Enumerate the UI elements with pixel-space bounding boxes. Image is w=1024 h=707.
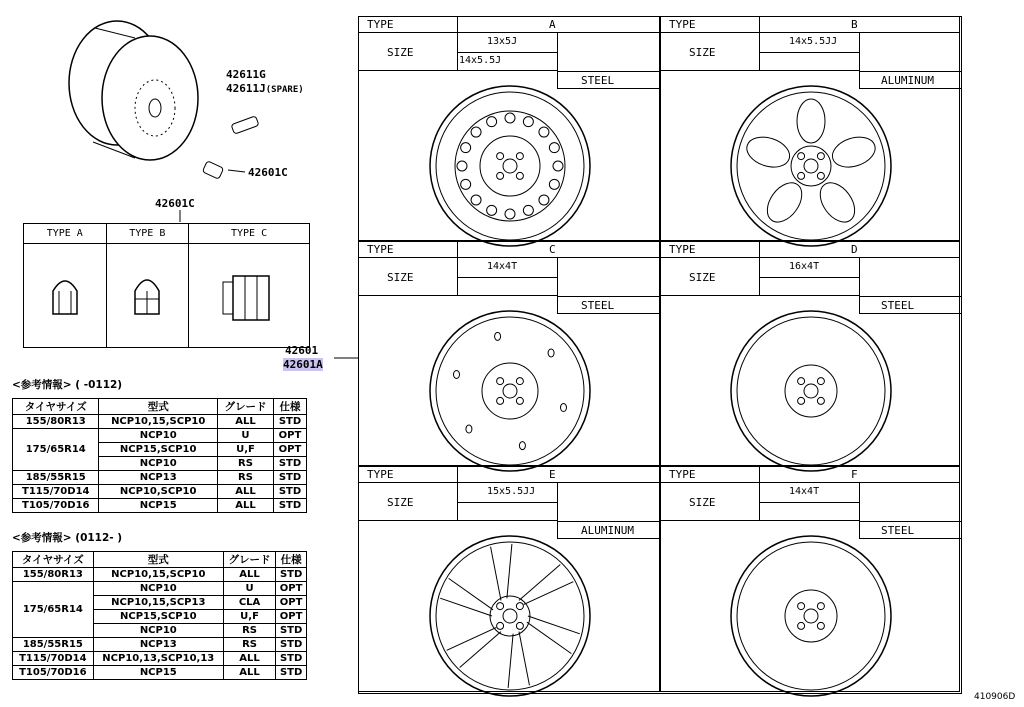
size-label: SIZE [689,271,716,284]
type-row [359,17,659,33]
material-label: STEEL [581,74,615,87]
table-cell: RS [217,471,273,485]
part-wheel-b[interactable]: 42601A [283,358,323,371]
table-cell: 185/55R15 [13,471,99,485]
wheel-icon [425,531,595,701]
wheel-cell[interactable] [660,241,960,466]
table-cell: U [217,429,273,443]
table-row [13,499,307,513]
size-label: SIZE [689,46,716,59]
ref-col-header: 型式 [93,552,223,568]
type-label: TYPE [669,468,696,481]
wheel-cell[interactable] [660,16,960,241]
part-valve-b-number[interactable]: 42611J [226,82,266,95]
table-cell: NCP15 [93,666,223,680]
size-value-1: 16x4T [789,261,820,272]
wheel-drawing [726,81,896,255]
type-row [661,17,959,33]
table-cell: NCP15,SCP10 [93,610,223,624]
nut-cap-icon [127,269,167,319]
table-cell: 175/65R14 [13,429,99,471]
nut-flanged-icon [219,264,279,324]
wheel-drawing [726,531,896,705]
table-row [13,666,307,680]
table-cell: STD [273,499,306,513]
wheel-drawing [726,306,896,480]
ref2-header [12,530,122,545]
table-cell: NCP15,SCP10 [99,443,217,457]
nut-type-a-cell [24,244,107,348]
ref2-table [12,551,307,680]
table-row [13,582,307,596]
type-row [359,467,659,483]
material-label: ALUMINUM [581,524,634,537]
nut-type-b-cell [106,244,189,348]
table-cell: ALL [217,415,273,429]
table-cell: NCP10,SCP10 [99,485,217,499]
table-row [13,415,307,429]
ref-col-header: タイヤサイズ [13,399,99,415]
size-value-2: 14x5.5J [459,55,502,66]
table-cell: T115/70D14 [13,485,99,499]
nut-type-b-label: TYPE B [106,224,189,244]
table-cell: NCP10,15,SCP10 [99,415,217,429]
size-value-1: 15x5.5JJ [487,486,536,497]
wheel-icon [726,531,896,701]
wheel-icon [726,306,896,476]
table-cell: ALL [223,652,275,666]
table-cell: OPT [276,582,307,596]
table-cell: OPT [276,610,307,624]
wheel-drawing [425,306,595,480]
nut-header-label[interactable]: 42601C [155,197,195,210]
ref-col-header: 仕様 [276,552,307,568]
table-row [13,471,307,485]
ref2-title: <参考情報> [12,532,72,544]
table-cell: NCP10 [99,429,217,443]
size-divider [759,277,859,278]
type-letter: D [851,243,858,256]
material-label: STEEL [881,524,915,537]
size-label: SIZE [387,46,414,59]
table-cell: NCP10 [93,624,223,638]
table-cell: NCP10,13,SCP10,13 [93,652,223,666]
material-label: STEEL [881,299,915,312]
table-cell: OPT [276,596,307,610]
size-label: SIZE [387,271,414,284]
table-cell: 155/80R13 [13,568,94,582]
table-row [13,429,307,443]
ref-col-header: グレード [217,399,273,415]
table-cell: RS [217,457,273,471]
size-divider [759,52,859,53]
material-label: STEEL [581,299,615,312]
type-label: TYPE [367,243,394,256]
size-value-1: 14x4T [487,261,518,272]
ref2-period: (0112- ) [75,532,123,544]
table-cell: NCP13 [99,471,217,485]
size-divider [457,502,557,503]
table-cell: STD [273,415,306,429]
table-cell: STD [273,485,306,499]
table-cell: NCP10 [93,582,223,596]
table-cell: T105/70D16 [13,499,99,513]
table-cell: STD [276,638,307,652]
table-cell: OPT [273,443,306,457]
wheel-icon [425,81,595,251]
wheel-cell[interactable] [660,466,960,692]
type-label: TYPE [367,468,394,481]
table-cell: ALL [217,499,273,513]
type-label: TYPE [669,243,696,256]
wheel-cell[interactable] [358,16,660,241]
ref-col-header: 型式 [99,399,217,415]
wheel-drawing [425,531,595,705]
table-row [13,652,307,666]
ref1-header [12,377,122,392]
table-cell: U,F [223,610,275,624]
table-cell: RS [223,638,275,652]
type-letter: A [549,18,556,31]
type-letter: E [549,468,556,481]
wheel-drawing [425,81,595,255]
type-letter: F [851,468,858,481]
table-cell: NCP10,15,SCP13 [93,596,223,610]
part-wheel-a[interactable]: 42601 [285,344,319,357]
table-cell: STD [273,471,306,485]
table-cell: ALL [223,568,275,582]
part-valve-a[interactable]: 42611G [226,68,266,81]
size-value-1: 13x5J [487,36,518,47]
size-label: SIZE [387,496,414,509]
wheel-icon [726,81,896,251]
wheel-cell[interactable] [358,241,660,466]
nut-acorn-icon [45,269,85,319]
nut-type-c-cell [189,244,310,348]
nut-type-table [23,223,310,348]
table-cell: NCP10 [99,457,217,471]
spare-note: (SPARE) [265,85,304,95]
wheel-cell[interactable] [358,466,660,692]
size-divider [457,52,557,53]
ref-col-header: 仕様 [273,399,306,415]
table-cell: STD [276,568,307,582]
type-label: TYPE [367,18,394,31]
table-cell: ALL [217,485,273,499]
type-label: TYPE [669,18,696,31]
table-cell: STD [273,457,306,471]
size-divider [759,502,859,503]
type-row [661,467,959,483]
material-label: ALUMINUM [881,74,934,87]
table-cell: 175/65R14 [13,582,94,638]
table-cell: NCP10,15,SCP10 [93,568,223,582]
table-cell: T105/70D16 [13,666,94,680]
size-label: SIZE [689,496,716,509]
part-nut-main[interactable]: 42601C [248,166,288,179]
ref1-period: ( -0112) [75,379,123,391]
table-row [13,485,307,499]
table-cell: STD [276,666,307,680]
table-row [13,568,307,582]
table-cell: NCP15 [99,499,217,513]
size-divider [457,277,557,278]
type-letter: C [549,243,556,256]
table-cell: RS [223,624,275,638]
ref-col-header: グレード [223,552,275,568]
size-value-1: 14x5.5JJ [789,36,838,47]
table-cell: T115/70D14 [13,652,94,666]
nut-type-a-label: TYPE A [24,224,107,244]
nut-type-c-label: TYPE C [189,224,310,244]
ref1-table [12,398,307,513]
type-row [661,242,959,258]
table-cell: OPT [273,429,306,443]
table-cell: ALL [223,666,275,680]
ref-col-header: タイヤサイズ [13,552,94,568]
table-row [13,638,307,652]
table-cell: STD [276,652,307,666]
table-cell: U,F [217,443,273,457]
ref1-title: <参考情報> [12,379,72,391]
type-letter: B [851,18,858,31]
table-cell: U [223,582,275,596]
type-row [359,242,659,258]
diagram-code: 410906D [974,692,1016,702]
size-value-1: 14x4T [789,486,820,497]
table-cell: 155/80R13 [13,415,99,429]
wheel-icon [425,306,595,476]
table-cell: STD [276,624,307,638]
table-cell: 185/55R15 [13,638,94,652]
table-cell: CLA [223,596,275,610]
table-cell: NCP13 [93,638,223,652]
